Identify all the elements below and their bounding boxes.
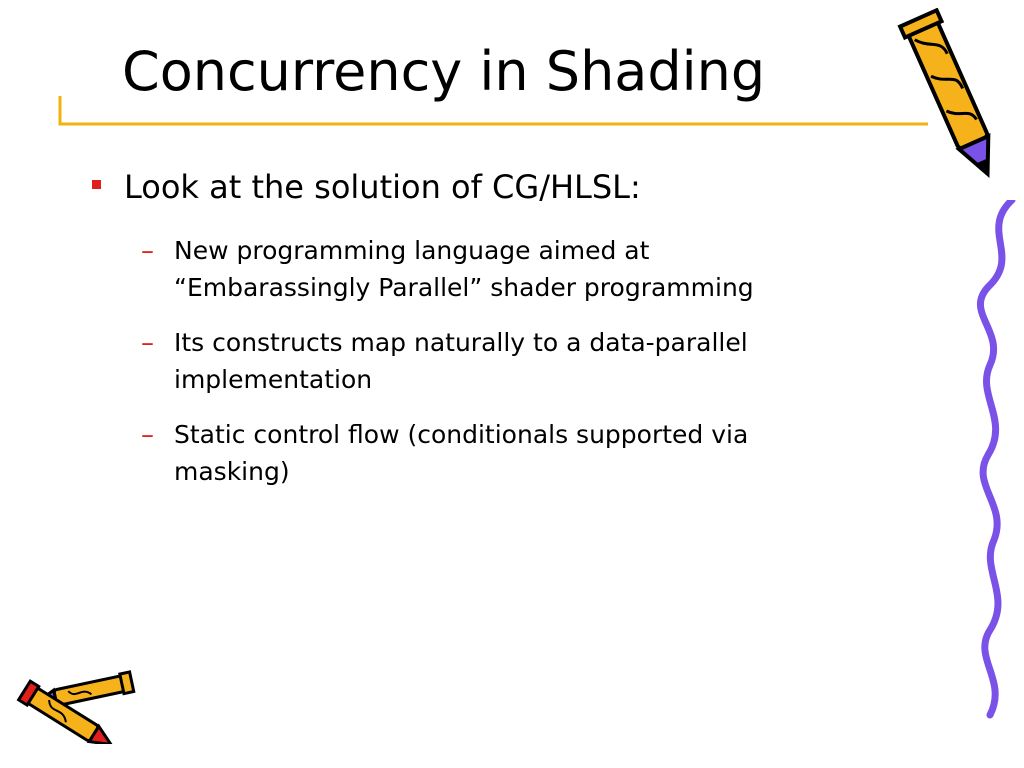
bullet-text: Look at the solution of CG/HLSL: (124, 168, 641, 206)
sub-item (141, 416, 948, 490)
bullet-item (88, 166, 948, 208)
sub-item-line: Its constructs map naturally to a data-parallel (174, 328, 748, 357)
pencils-icon (14, 668, 138, 744)
bullet-marker (92, 180, 101, 189)
sub-item-line: masking) (174, 457, 290, 486)
sub-marker: – (141, 420, 154, 450)
sub-marker: – (141, 236, 154, 266)
sub-item-line: Static control flow (conditionals supported via (174, 420, 749, 449)
sub-item-line: implementation (174, 365, 373, 394)
body-list (88, 166, 948, 508)
pencil-icon (896, 8, 1016, 188)
sub-item-text (174, 232, 934, 306)
wavy-line-icon (950, 200, 1024, 730)
sub-item (141, 324, 948, 398)
sub-item-text (174, 324, 934, 398)
sub-item (141, 232, 948, 306)
sub-marker: – (141, 328, 154, 358)
title-underline (58, 96, 930, 126)
slide-title: Concurrency in Shading (122, 40, 766, 103)
sub-item-line: New programming language aimed at (174, 236, 650, 265)
sub-item-text (174, 416, 934, 490)
sub-item-line: “Embarassingly Parallel” shader programming (174, 273, 754, 302)
sub-list (141, 232, 948, 490)
